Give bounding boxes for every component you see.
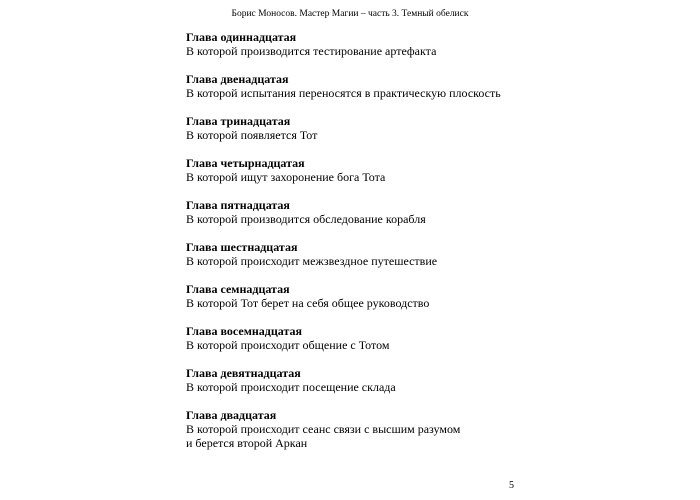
toc-entry-19 xyxy=(186,366,616,394)
chapter-subtitle: В которой происходит посещение склада xyxy=(186,380,396,394)
chapter-subtitle: В которой происходит межзвездное путешествие xyxy=(186,254,438,268)
chapter-title: Глава пятнадцатая xyxy=(186,198,290,212)
toc-entry-14 xyxy=(186,156,616,184)
table-of-contents xyxy=(186,30,616,464)
toc-entry-20 xyxy=(186,408,616,450)
chapter-subtitle: В которой Тот берет на себя общее руководство xyxy=(186,296,430,310)
toc-entry-17 xyxy=(186,282,616,310)
chapter-title: Глава шестнадцатая xyxy=(186,240,298,254)
chapter-title: Глава девятнадцатая xyxy=(186,366,301,380)
toc-entry-15 xyxy=(186,198,616,226)
chapter-subtitle: В которой производится обследование корабля xyxy=(186,212,426,226)
chapter-title: Глава двадцатая xyxy=(186,408,277,422)
chapter-subtitle: В которой ищут захоронение бога Тота xyxy=(186,170,386,184)
chapter-subtitle: В которой испытания переносятся в практическую плоскость xyxy=(186,86,501,100)
chapter-title: Глава двенадцатая xyxy=(186,72,289,86)
toc-entry-13 xyxy=(186,114,616,142)
running-header: Борис Моносов. Мастер Магии – часть 3. Темный обелиск xyxy=(231,9,469,19)
toc-entry-11 xyxy=(186,30,616,58)
page-number: 5 xyxy=(509,480,514,491)
toc-entry-18 xyxy=(186,324,616,352)
toc-entry-12 xyxy=(186,72,616,100)
chapter-subtitle: В которой появляется Тот xyxy=(186,128,318,142)
chapter-subtitle: В которой происходит сеанс связи с высшим разумом xyxy=(186,422,461,436)
chapter-title: Глава восемнадцатая xyxy=(186,324,302,338)
toc-entry-16 xyxy=(186,240,616,268)
chapter-subtitle: В которой происходит общение с Тотом xyxy=(186,338,390,352)
chapter-title: Глава одиннадцатая xyxy=(186,30,297,44)
chapter-subtitle-continued: и берется второй Аркан xyxy=(186,436,308,450)
chapter-title: Глава четырнадцатая xyxy=(186,156,305,170)
chapter-subtitle: В которой производится тестирование артефакта xyxy=(186,44,437,58)
chapter-title: Глава тринадцатая xyxy=(186,114,291,128)
chapter-title: Глава семнадцатая xyxy=(186,282,290,296)
